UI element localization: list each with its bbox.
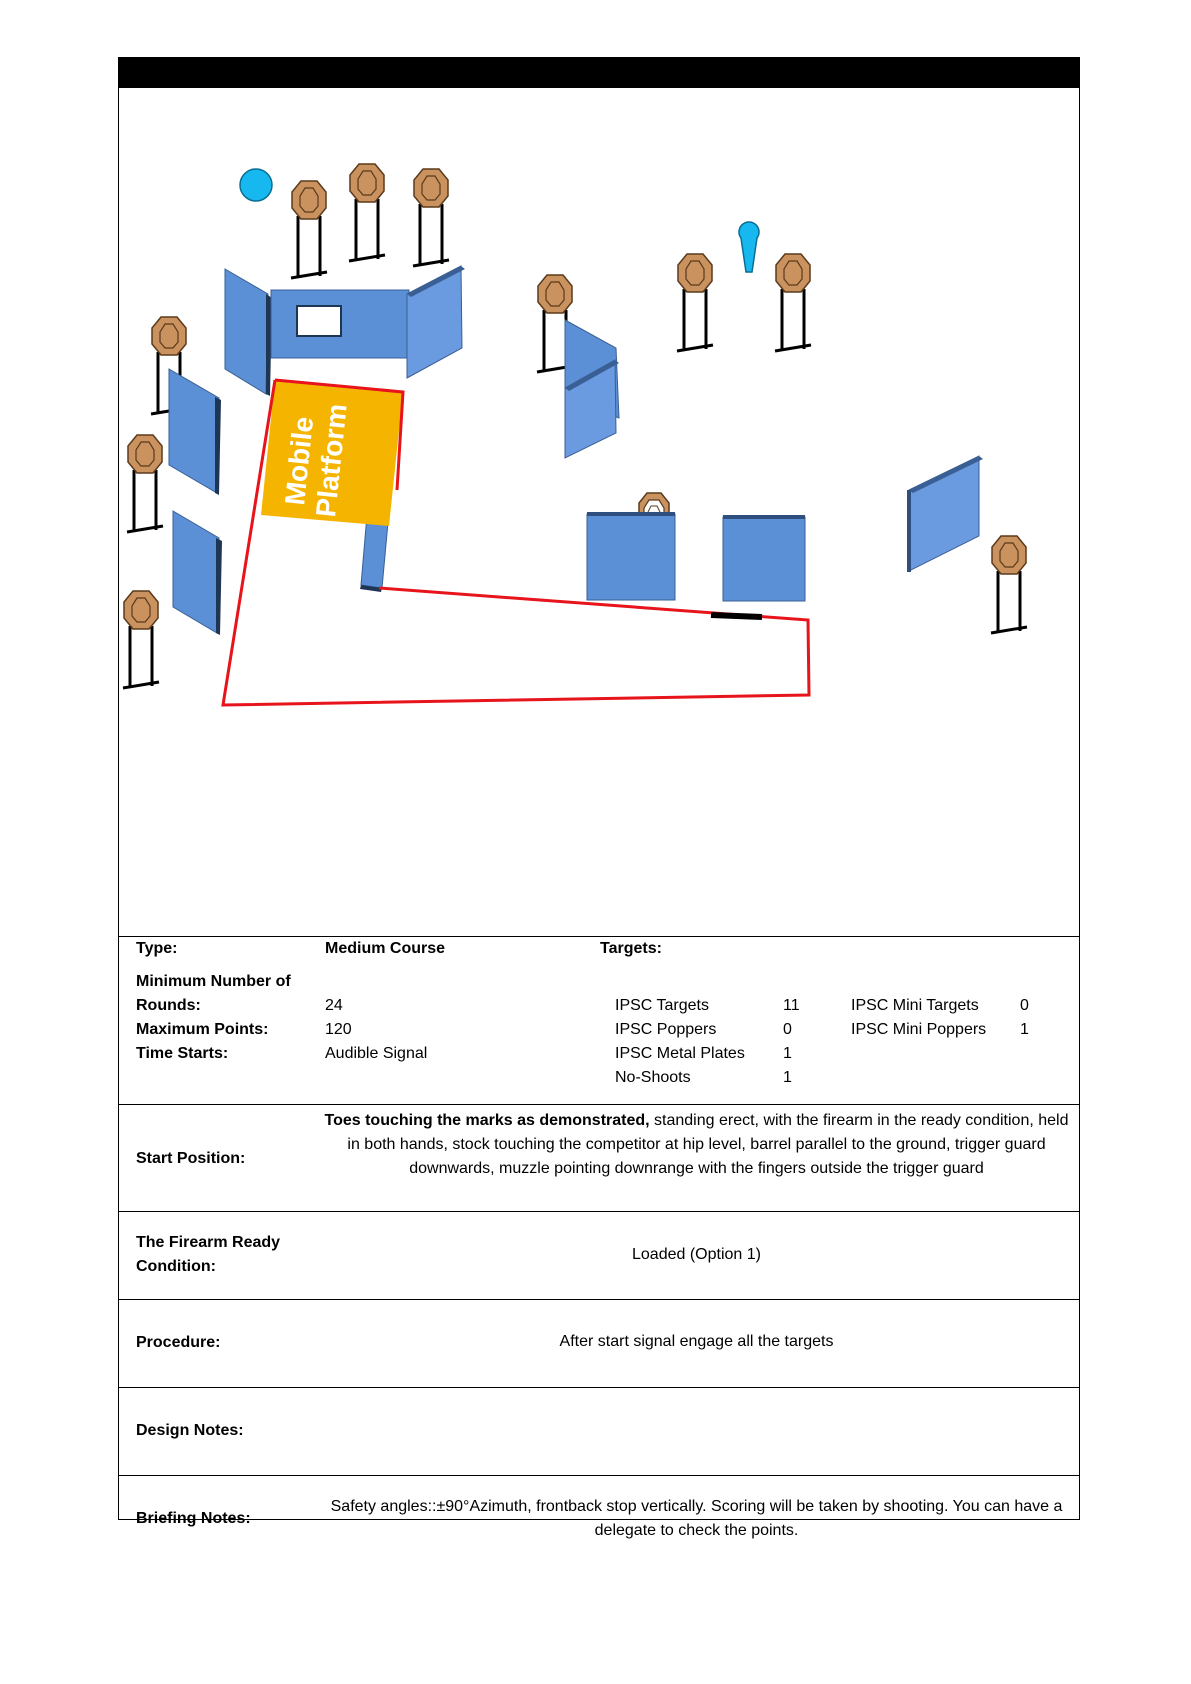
target-name: No-Shoots [615,1069,691,1086]
min-rounds-label: Minimum Number of [136,973,291,990]
procedure-label: Procedure: [136,1334,221,1351]
header-bar [119,58,1079,88]
ipsc-target [991,536,1027,633]
target-count: 1 [783,1069,792,1086]
start-position-body: standing erect, with the firearm in the ready condition, held in both hands, stock touching the competitor at hip level, barrel parallel to the ground, trigger guard downwards, muzzle pointing downrange with the fingers outside the trigger guard [347,1112,1069,1177]
procedure-value: After start signal engage all the targets [559,1333,834,1350]
mini-target-count: 1 [1020,1021,1029,1038]
time-starts-label: Time Starts: [136,1045,229,1062]
start-position-text [324,1109,1069,1181]
ipsc-target [349,164,385,261]
start-position-label: Start Position: [136,1150,246,1167]
design-notes-label: Design Notes: [136,1422,244,1439]
type-value: Medium Course [325,940,446,957]
mini-target-name: IPSC Mini Poppers [851,1021,987,1038]
design-notes-section [119,1387,1079,1475]
ipsc-target [677,254,713,351]
max-points-label: Maximum Points: [136,1021,269,1038]
wall-left-back [225,269,272,396]
start-mark [711,615,762,617]
mini-popper [739,222,759,272]
mini-popper-round [240,169,272,201]
ready-condition-label-2: Condition: [136,1258,216,1275]
stage-diagram [119,88,1079,936]
ready-condition-label: The Firearm Ready [136,1234,281,1251]
ipsc-target [123,591,159,688]
min-rounds-label-2: Rounds: [136,997,201,1014]
wall-low-left [587,512,675,600]
ready-condition-value: Loaded (Option 1) [632,1246,761,1263]
wall-right-back [407,266,465,378]
targets-label: Targets: [600,940,662,957]
ipsc-target [127,435,163,532]
target-count: 1 [783,1045,792,1062]
min-rounds-value: 24 [325,997,343,1014]
ipsc-target [413,169,449,266]
mobile-platform [261,380,403,526]
briefing-notes-label: Briefing Notes: [136,1510,251,1527]
target-name: IPSC Poppers [615,1021,717,1038]
wall-left-low [173,511,222,635]
target-count: 0 [783,1021,792,1038]
target-count: 11 [783,997,800,1014]
time-starts-value: Audible Signal [325,1045,428,1062]
wall-center-back [271,290,409,358]
stage-sheet [118,57,1080,1539]
ipsc-target [291,181,327,278]
ready-condition-section [119,1211,1079,1299]
procedure-section [119,1299,1079,1387]
start-position-section [119,1104,1079,1211]
wall-far-right [907,456,983,572]
info-section [119,936,1079,1104]
mini-target-count: 0 [1020,997,1029,1014]
max-points-value: 120 [325,1021,352,1038]
start-position-bold: Toes touching the marks as demonstrated, [324,1112,650,1129]
briefing-notes-section [119,1475,1079,1563]
ipsc-target [775,254,811,351]
wall-low-right [723,515,805,601]
mini-target-name: IPSC Mini Targets [851,997,979,1014]
platform-label: Mobile Platform [279,402,353,519]
type-label: Type: [136,940,178,957]
target-name: IPSC Metal Plates [615,1045,745,1062]
wall-right-corner [565,320,619,458]
briefing-notes-value: Safety angles::±90°Azimuth, frontback stop vertically. Scoring will be taken by shooting. You can have a delegate to check the points. [330,1498,1063,1539]
wall-left-mid [169,369,221,495]
target-name: IPSC Targets [615,997,709,1014]
